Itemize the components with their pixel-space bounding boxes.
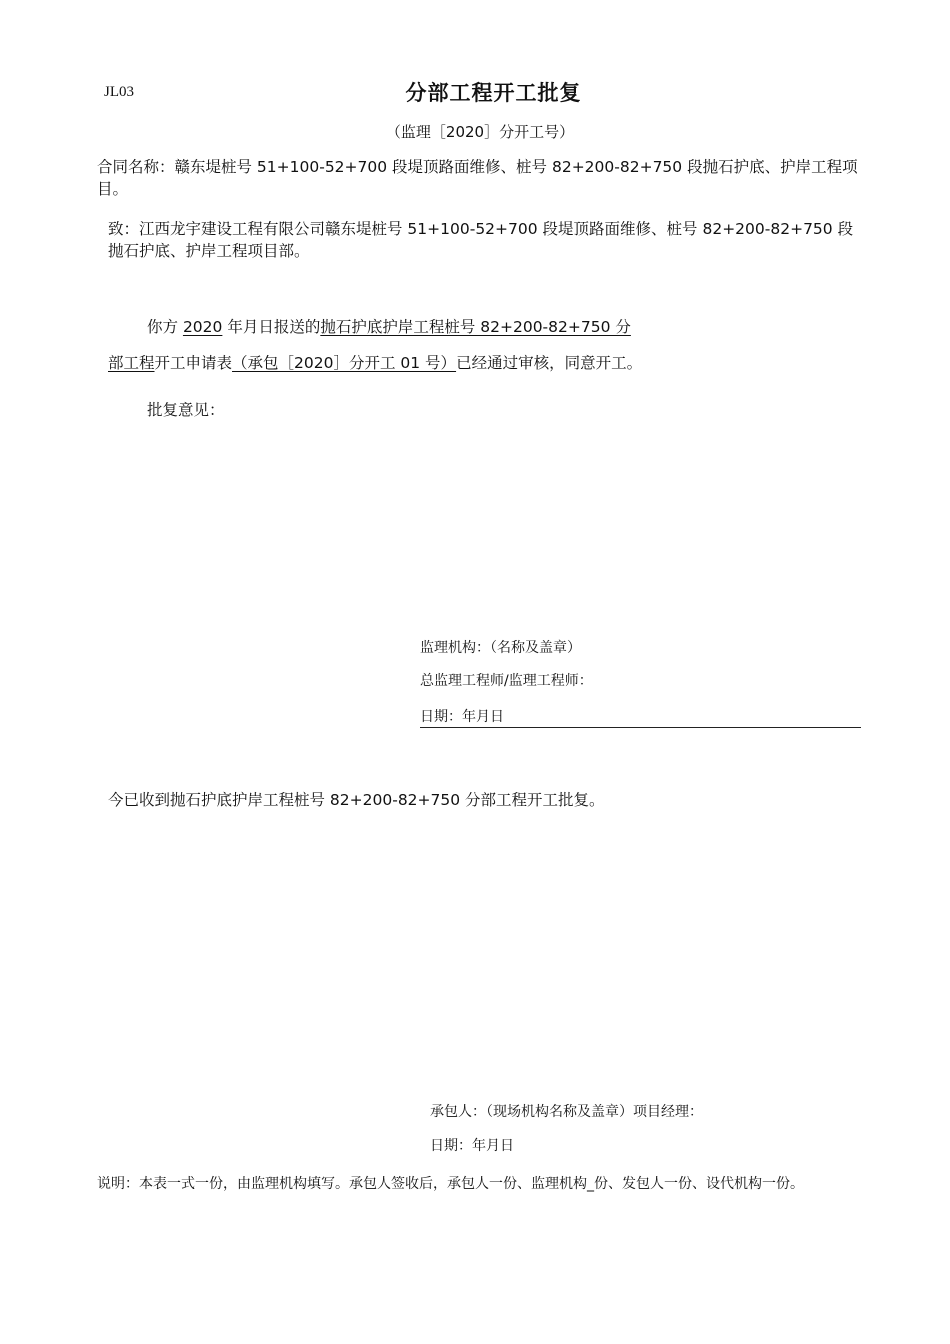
- document-number: （监理［2020］分开工号）: [385, 123, 575, 141]
- supervisor-engineer: 总监理工程师/监理工程师：: [420, 673, 593, 689]
- text: 已经通过审核，同意开工。: [456, 354, 643, 372]
- contract-name: 合同名称：赣东堤桩号 51+100-52+700 段堤顶路面维修、桩号 82+200-82+750 段抛石护底、护岸工程项目。: [97, 158, 858, 198]
- supervisor-org: 监理机构：（名称及盖章）: [420, 640, 581, 656]
- note: 说明：本表一式一份，由监理机构填写。承包人签收后，承包人一份、监理机构_份、发包人一份、设代机构一份。: [97, 1176, 804, 1192]
- text: 年月日报送的: [222, 318, 321, 336]
- text: 开工申请表: [154, 354, 233, 372]
- submission-year: 2020: [182, 318, 223, 336]
- approval-text-line-2: [108, 352, 642, 374]
- contractor-signature: 承包人：（现场机构名称及盖章）项目经理：: [430, 1104, 703, 1120]
- project-name-part-2: 部工程: [108, 354, 155, 372]
- page-title: 分部工程开工批复: [405, 81, 582, 105]
- text: 你方: [147, 318, 183, 336]
- form-code: JL03: [104, 84, 134, 100]
- contractor-date: 日期：年月日: [430, 1138, 514, 1154]
- application-reference: （承包［2020］分开工 01 号）: [232, 354, 457, 372]
- project-name-part-1: 抛石护底护岸工程桩号 82+200-82+750 分: [320, 318, 631, 336]
- opinion-label: 批复意见：: [147, 401, 225, 419]
- receipt-statement: 今已收到抛石护底护岸工程桩号 82+200-82+750 分部工程开工批复。: [108, 791, 605, 809]
- supervisor-date: 日期：年月日: [420, 706, 861, 728]
- addressee: 致：江西龙宇建设工程有限公司赣东堤桩号 51+100-52+700 段堤顶路面维修、桩号 82+200-82+750 段抛石护底、护岸工程项目部。: [108, 220, 854, 260]
- approval-text-line-1: [147, 316, 631, 338]
